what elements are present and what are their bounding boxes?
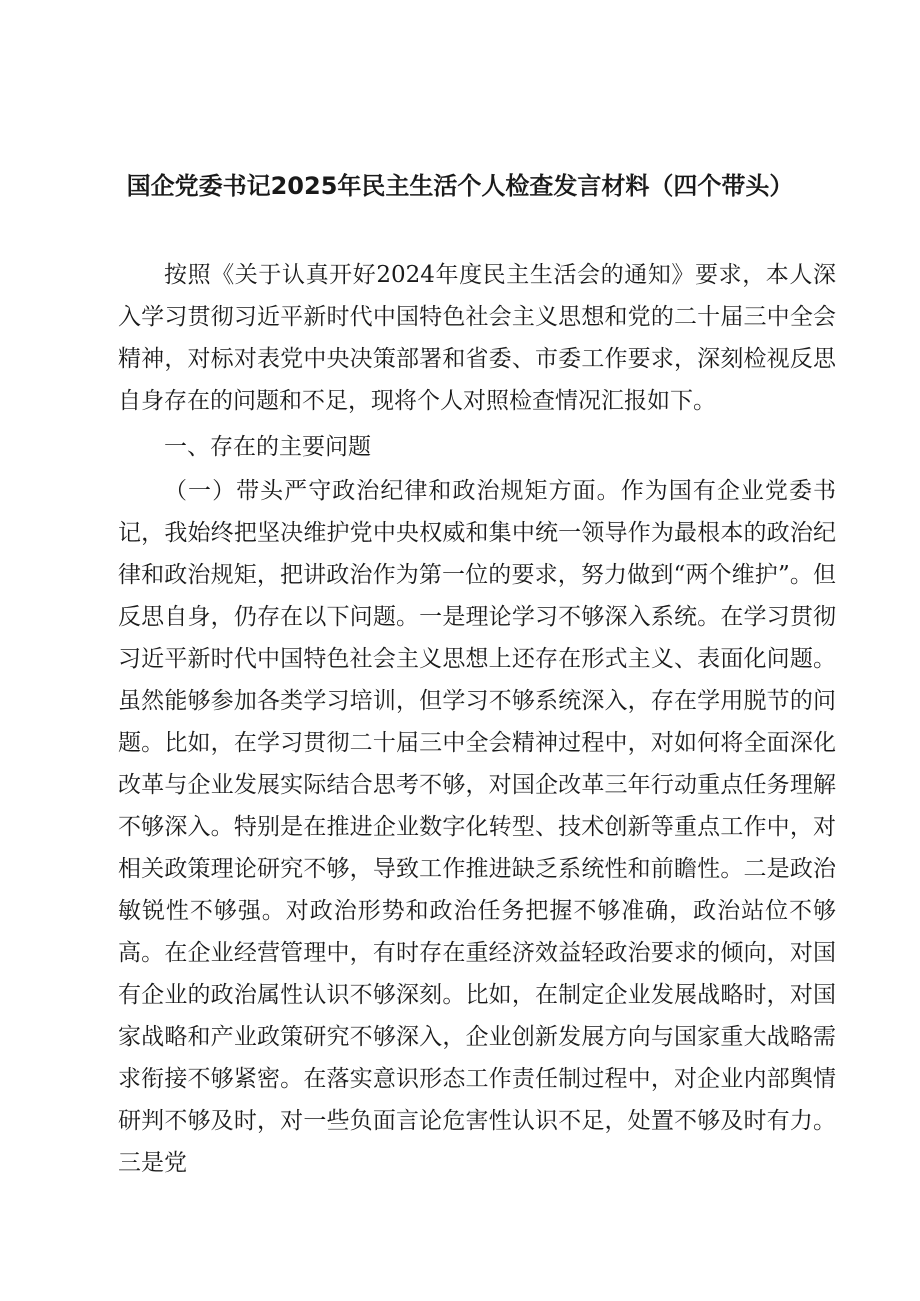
intro-paragraph: 按照《关于认真开好2024年度民主生活会的通知》要求，本人深入学习贯彻习近平新时代中国特色社会主义思想和党的二十届三中全会精神，对标对表党中央决策部署和省委、市委工作要求，深刻检视反思自身存在的问题和不足，现将个人对照检查情况汇报如下。: [118, 262, 836, 414]
section-heading: 一、存在的主要问题: [164, 434, 371, 460]
document-title: 国企党委书记2025年民主生活个人检查发言材料（四个带头）: [126, 172, 794, 200]
section-paragraph: （一）带头严守政治纪律和政治规矩方面。作为国有企业党委书记，我始终把坚决维护党中央权威和集中统一领导作为最根本的政治纪律和政治规矩，把讲政治作为第一位的要求，努力做到“两个维护”。但反思自身，仍存在以下问题。一是理论学习不够深入系统。在学习贯彻习近平新时代中国特色社会主义思想上还存在形式主义、表面化问题。虽然能够参加各类学习培训，但学习不够系统深入，存在学用脱节的问题。比如，在学习贯彻二十届三中全会精神过程中，对如何将全面深化改革与企业发展实际结合思考不够，对国企改革三年行动重点任务理解不够深入。特别是在推进企业数字化转型、技术创新等重点工作中，对相关政策理论研究不够，导致工作推进缺乏系统性和前瞻性。二是政治敏锐性不够强。对政治形势和政治任务把握不够准确，政治站位不够高。在企业经营管理中，有时存在重经济效益轻政治要求的倾向，对国有企业的政治属性认识不够深刻。比如，在制定企业发展战略时，对国家战略和产业政策研究不够深入，企业创新发展方向与国家重大战略需求衔接不够紧密。在落实意识形态工作责任制过程中，对企业内部舆情研判不够及时，对一些负面言论危害性认识不足，处置不够及时有力。三是党: [118, 478, 836, 1176]
